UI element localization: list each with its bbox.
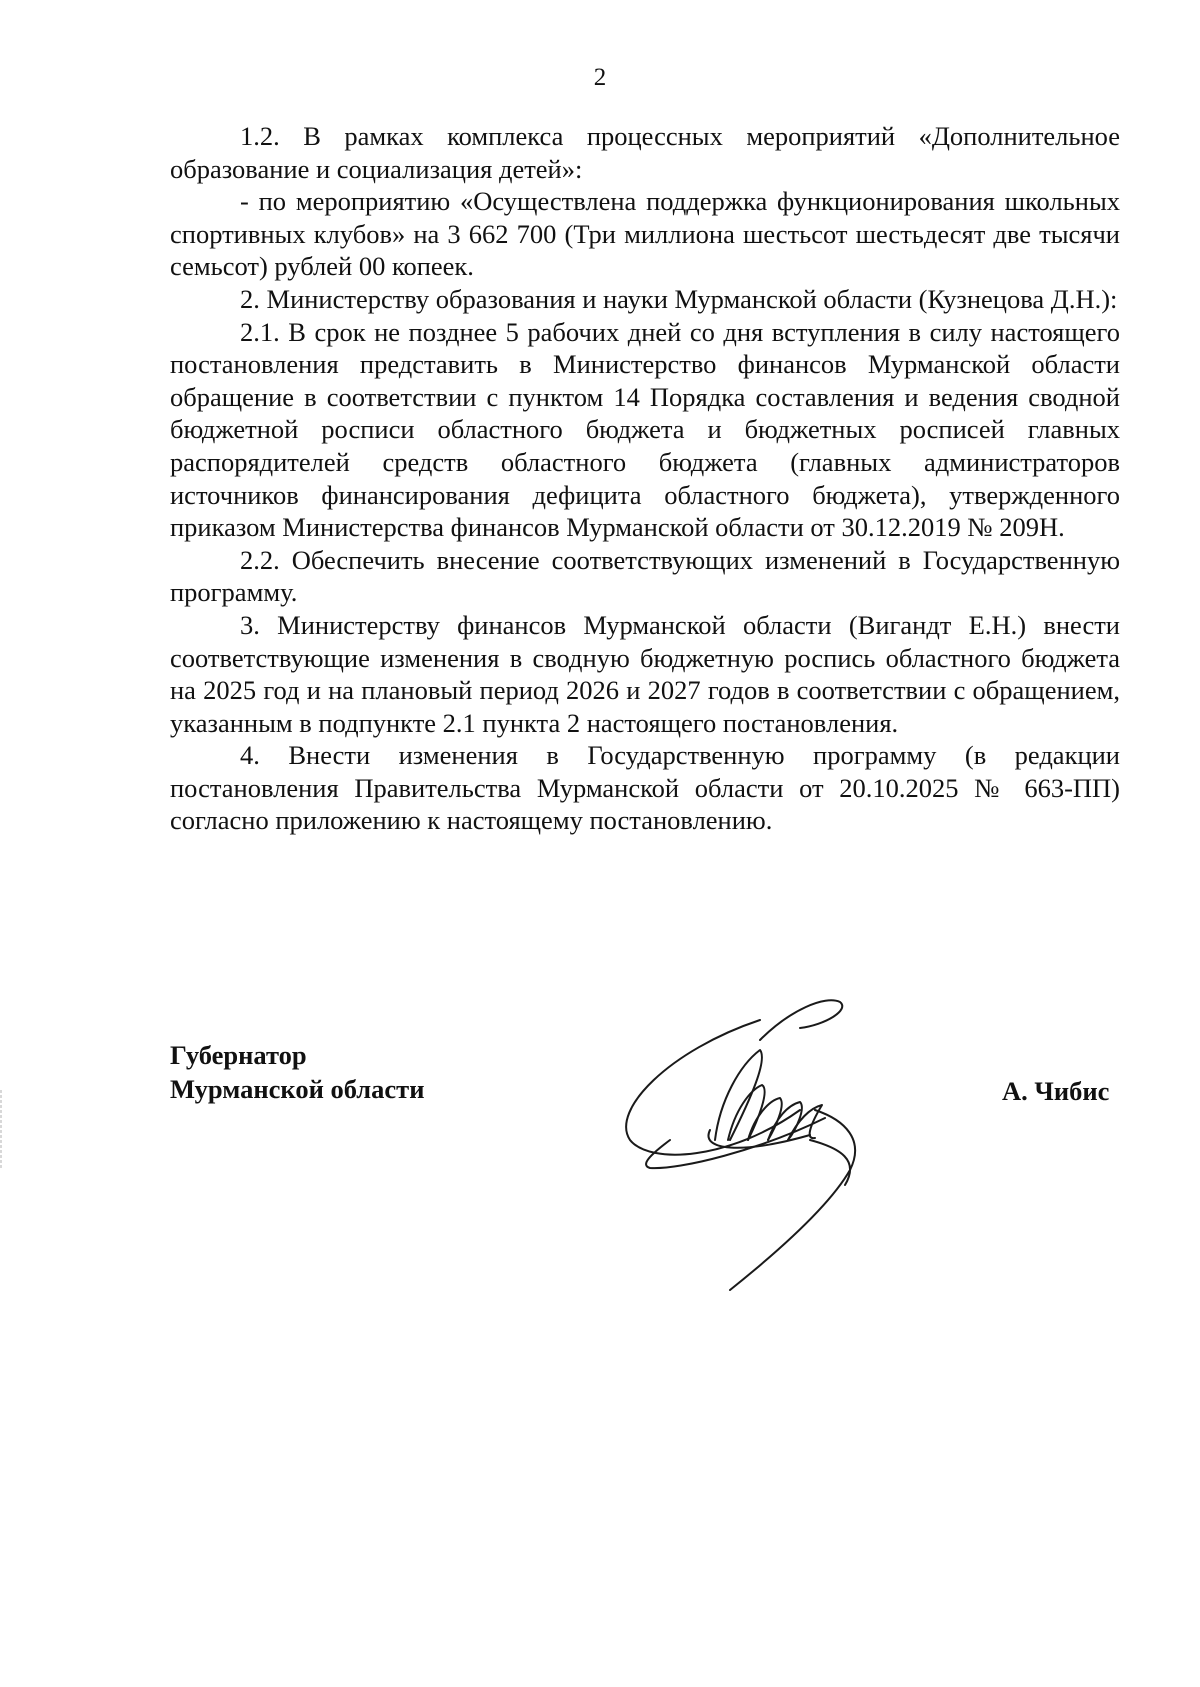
handwritten-signature	[610, 990, 930, 1300]
paragraph-measure: - по мероприятию «Осуществлена поддержка функционирования школьных спортивных клубов» на 3 662 700 (Три миллиона шестьсот шестьдесят две тысячи семьсот) рублей 00 копеек.	[170, 186, 1120, 282]
paragraph-3: 3. Министерству финансов Мурманской области (Вигандт Е.Н.) внести соответствующие изменения в сводную бюджетную роспись областного бюджета на 2025 год и на плановый период 2026 и 2027 годов в соответствии с обращением, указанным в подпункте 2.1 пункта 2 настоящего постановления.	[170, 609, 1120, 738]
paragraph-1-2: 1.2. В рамках комплекса процессных мероприятий «Дополнительное образование и социализация детей»:	[170, 121, 1120, 184]
scan-edge-mark	[0, 1090, 4, 1170]
paragraph-2-2: 2.2. Обеспечить внесение соответствующих изменений в Государственную программу.	[170, 544, 1120, 608]
signatory-title-line1: Губернатор	[170, 1040, 307, 1070]
document-body	[170, 120, 1120, 837]
paragraph-2: 2. Министерству образования и науки Мурманской области (Кузнецова Д.Н.):	[240, 283, 1118, 314]
paragraph-4: 4. Внести изменения в Государственную программу (в редакции постановления Правительства Мурманской области от 20.10.2025 № 663-ПП) согласно приложению к настоящему постановлению.	[170, 740, 1120, 836]
signatory-title	[170, 1038, 424, 1106]
paragraph-2-1: 2.1. В срок не позднее 5 рабочих дней со дня вступления в силу настоящего постановления представить в Министерство финансов Мурманской области обращение в соответствии с пунктом 14 Порядка составления и ведения сводной бюджетной росписи областного бюджета и бюджетных росписей главных распорядителей средств областного бюджета (главных администраторов источников финансирования дефицита областного бюджета), утвержденного приказом Министерства финансов Мурманской области от 30.12.2019 № 209Н.	[170, 316, 1120, 543]
signer-name: А. Чибис	[1002, 1076, 1110, 1106]
page-number: 2	[593, 64, 607, 91]
signatory-title-line2: Мурманской области	[170, 1074, 425, 1104]
